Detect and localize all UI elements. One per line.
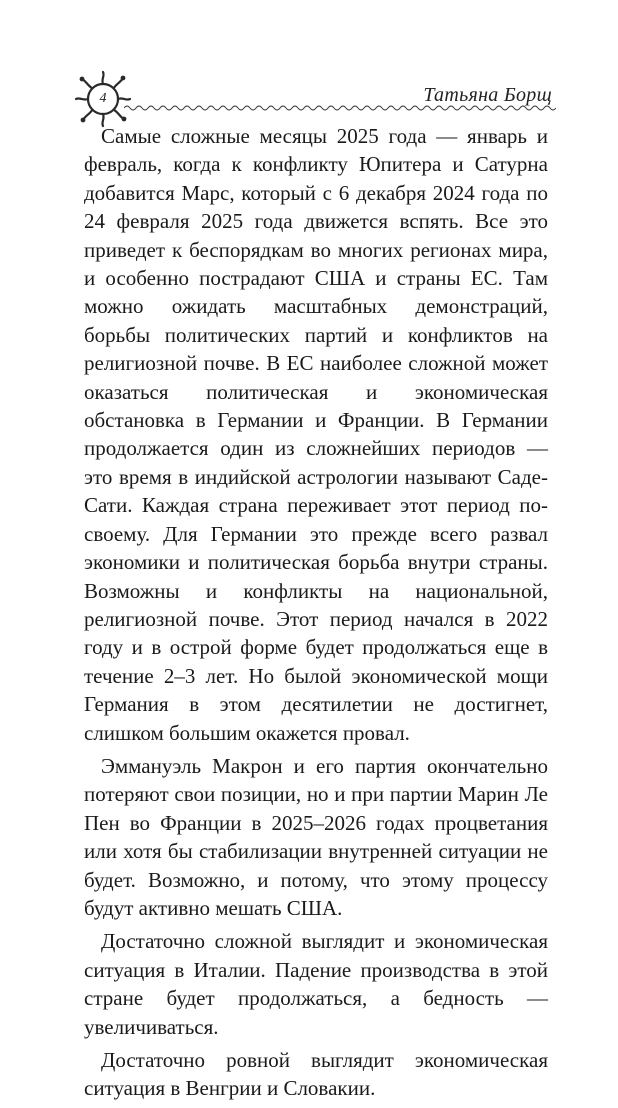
page-body (84, 122, 548, 1108)
author-name: Татьяна Борщ (423, 84, 552, 106)
running-header (0, 0, 618, 120)
page-number: 4 (99, 91, 107, 106)
paragraph: Эммануэль Макрон и его партия окончательно потеряют свои позиции, но и при партии Марин Ле Пен во Франции в 2025–2026 годах процветания или хотя бы стабилизации внутренней ситуации не будет. Возможно, и потому, что этому процессу будут активно мешать США. (84, 753, 548, 920)
paragraph: Достаточно сложной выглядит и экономическая ситуация в Италии. Падение производства в этой стране будет продолжаться, а бедность — увеличиваться. (84, 929, 548, 1039)
paragraph: Самые сложные месяцы 2025 года — январь и февраль, когда к конфликту Юпитера и Сатурна добавится Марс, который с 6 декабря 2024 года по 24 февраля 2025 года движется вспять. Все это приведет к беспорядкам во многих регионах мира, и особенно пострадают США и страны ЕС. Там можно ожидать масштабных демонстраций, борьбы политических партий и конфликтов на религиозной почве. В ЕС наиболее сложной может оказаться политическая и экономическая обстановка в Германии и Франции. В Германии продолжается один из сложнейших периодов — это время в индийской астрологии называют Саде-Сати. Каждая страна переживает этот период по-своему. Для Германии это прежде всего развал экономики и политическая борьба внутри страны. Возможны и конфликты на национальной, религиозной почве. Этот период начался в 2022 году и в острой форме будет продолжаться еще в течение 2–3 лет. Но былой экономической мощи Германия в этом десятилетии не достигнет, слишком большим окажется провал. (84, 124, 548, 745)
paragraph: Достаточно ровной выглядит экономическая ситуация в Венгрии и Словакии. (84, 1048, 548, 1101)
